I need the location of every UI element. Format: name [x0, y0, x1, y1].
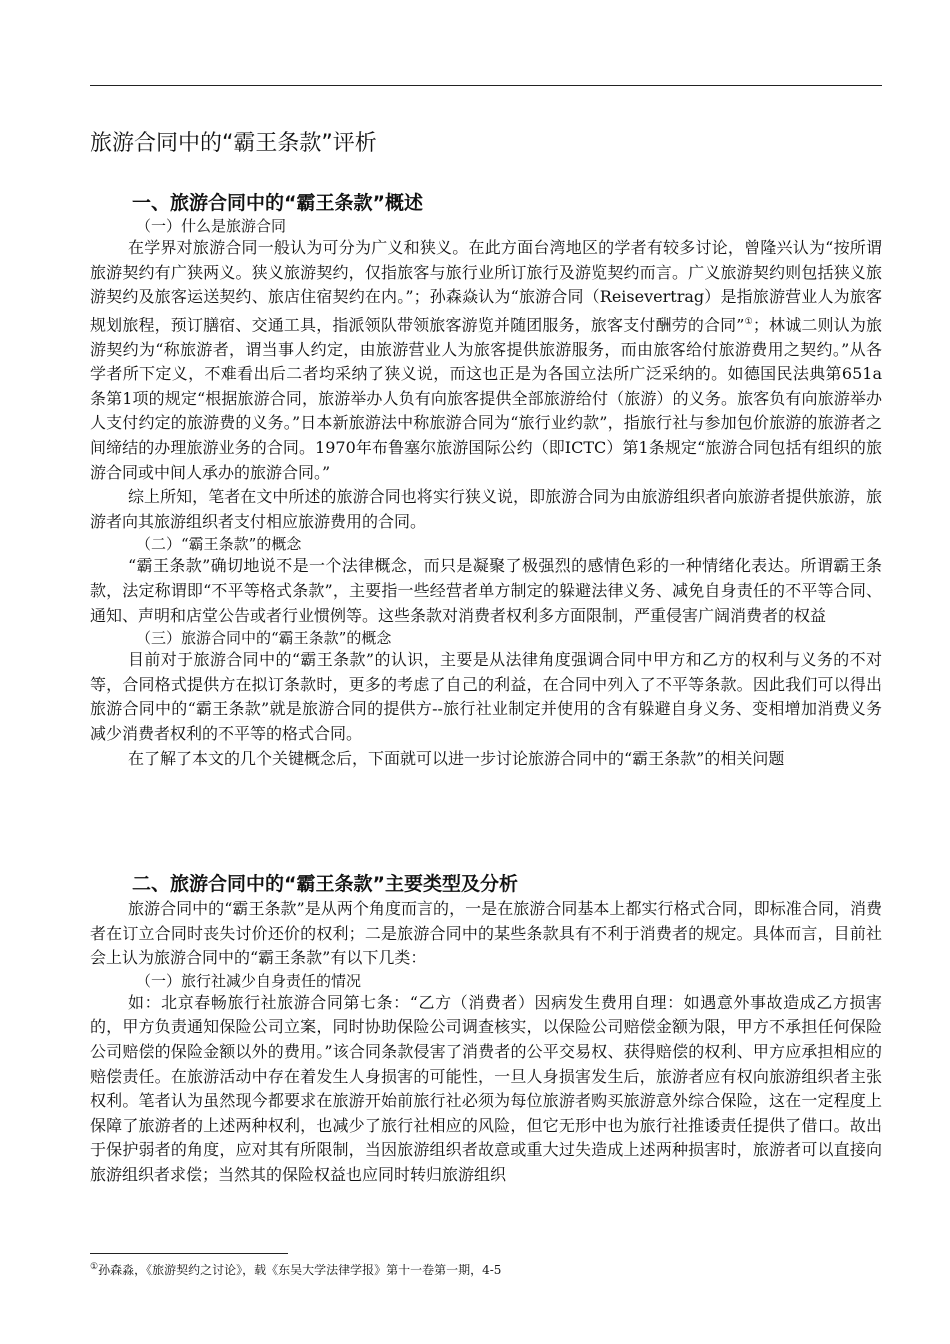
paragraph-text: 在学界对旅游合同一般认为可分为广义和狭义。在此方面台湾地区的学者有较多讨论，曾隆兴认为“按所谓旅游契约有广狭两义。狭义旅游契约，仅指旅客与旅行业所订旅行及游览契约而言。广义旅游契约则包括狭义旅游契约及旅客运送契约、旅店住宿契约在内。”；孙森焱认为“旅游合同（Reisevertrag）是指旅游营业人为旅客规划旅程，预订膳宿、交通工具，指派领队带领旅客游览并随团服务，旅客支付酬劳的合同”: [90, 238, 882, 335]
subsection-1-2-heading: （二）“霸王条款”的概念: [136, 535, 302, 554]
footnote-mark: ①: [90, 1262, 99, 1272]
subsection-1-3-heading: （三）旅游合同中的“霸王条款”的概念: [136, 629, 392, 648]
footnote-text: 孙森淼，《旅游契约之讨论》，载《东吴大学法律学报》第十一卷第一期，4-5: [98, 1263, 502, 1277]
paragraph-text: ；林诚二则认为旅游契约为“称旅游者，谓当事人约定，由旅游营业人为旅客提供旅游服务，而由旅客给付旅游费用之契约。”从各学者所下定义，不难看出后二者均采纳了狭义说，而这也正是为各国立法所广泛采纳的。如德国民法典第651a条第1项的规定“根据旅游合同，旅游举办人负有向旅客提供全部旅游给付（旅游）的义务。旅客负有向旅游举办人支付约定的旅游费的义务。”日本新旅游法中称旅游合同为“旅行业约款”，指旅行社与参加包价旅游的旅游者之间缔结的办理旅游业务的合同。1970年布鲁塞尔旅游国际公约（即ICTC）第1条规定“旅游合同包括有组织的旅游合同或中间人承办的旅游合同。”: [90, 315, 882, 482]
subsection-1-1-heading: （一）什么是旅游合同: [136, 217, 287, 235]
paragraph: 如：北京春畅旅行社旅游合同第七条：“乙方（消费者）因病发生费用自理：如遇意外事故造成乙方损害的，甲方负责通知保险公司立案，同时协助保险公司调查核实，以保险公司赔偿金额为限，甲方不承担任何保险公司赔偿的保险金额以外的费用。”该合同条款侵害了消费者的公平交易权、获得赔偿的权利、甲方应承担相应的赔偿责任。在旅游活动中存在着发生人身损害的可能性，一旦人身损害发生后，旅游者应有权向旅游组织者主张权利。笔者认为虽然现今都要求在旅游开始前旅行社必须为每位旅游者购买旅游意外综合保险，这在一定程度上保障了旅游者的上述两种权利，也减少了旅行社相应的风险，但它无形中也为旅行社推诿责任提供了借口。故出于保护弱者的角度，应对其有所限制，当因旅游组织者故意或重大过失造成上述两种损害时，旅游者可以直接向旅游组织者求偿；当然其的保险权益也应同时转归旅游组织: [90, 992, 882, 1184]
section-2-heading: 二、旅游合同中的“霸王条款”主要类型及分析: [132, 873, 518, 895]
section-1: [90, 190, 882, 771]
paragraph: [90, 236, 882, 485]
section-2: [90, 871, 882, 1188]
footnote: [90, 1259, 501, 1278]
page-title: 旅游合同中的“霸王条款”评析: [90, 131, 377, 156]
footnote-ref: ①: [744, 316, 753, 327]
footnote-rule: [90, 1253, 288, 1254]
paragraph: “霸王条款”确切地说不是一个法律概念，而只是凝聚了极强烈的感情色彩的一种情绪化表达。所谓霸王条款，法定称谓即“不平等格式条款”，主要指一些经营者单方制定的躲避法律义务、减免自身责任的不平等合同、通知、声明和店堂公告或者行业惯例等。这些条款对消费者权利多方面限制，严重侵害广阔消费者的权益: [90, 556, 882, 625]
paragraph: 在了解了本文的几个关键概念后，下面就可以进一步讨论旅游合同中的“霸王条款”的相关问题: [128, 748, 785, 768]
section-1-heading: 一、旅游合同中的“霸王条款”概述: [132, 192, 423, 214]
paragraph: 综上所知，笔者在文中所述的旅游合同也将实行狭义说，即旅游合同为由旅游组织者向旅游者提供旅游，旅游者向其旅游组织者支付相应旅游费用的合同。: [90, 487, 882, 531]
paragraph: 目前对于旅游合同中的“霸王条款”的认识，主要是从法律角度强调合同中甲方和乙方的权利与义务的不对等，合同格式提供方在拟订条款时，更多的考虑了自己的利益，在合同中列入了不平等条款。因此我们可以得出旅游合同中的“霸王条款”就是旅游合同的提供方--旅行社业制定并使用的含有躲避自身义务、变相增加消费义务减少消费者权利的不平等的格式合同。: [90, 650, 882, 744]
header-rule: [90, 85, 882, 86]
paragraph: 旅游合同中的“霸王条款”是从两个角度而言的，一是在旅游合同基本上都实行格式合同，即标准合同，消费者在订立合同时丧失讨价还价的权利；二是旅游合同中的某些条款具有不利于消费者的规定。具体而言，目前社会上认为旅游合同中的“霸王条款”有以下几类：: [90, 899, 882, 968]
subsection-2-1-heading: （一）旅行社减少自身责任的情况: [136, 971, 362, 990]
